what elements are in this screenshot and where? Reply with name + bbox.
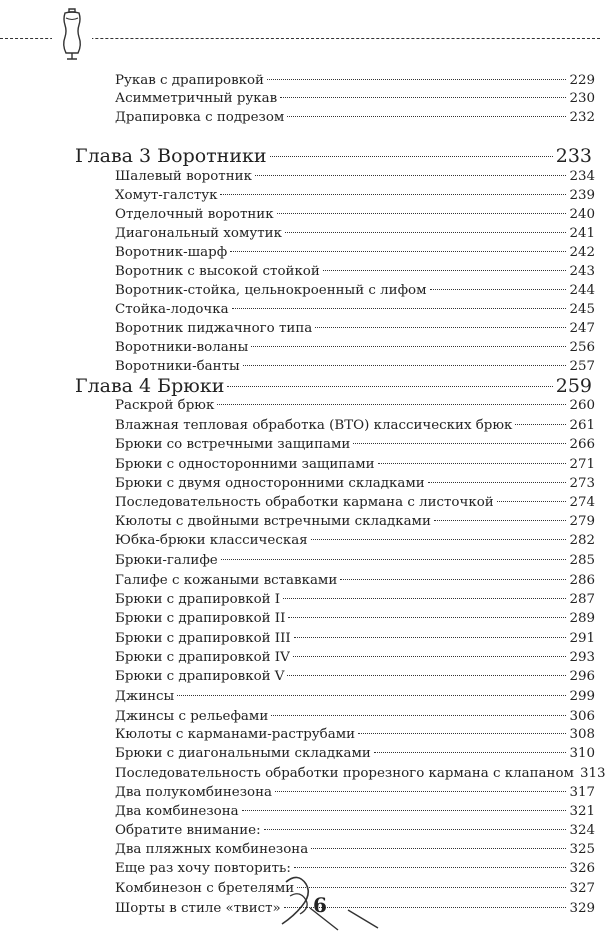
toc-entry xyxy=(115,784,595,802)
toc-entry xyxy=(115,668,595,686)
entry-page-number: 327 xyxy=(569,881,595,896)
entry-title: Юбка-брюки классическая xyxy=(115,533,308,548)
entry-page-number: 247 xyxy=(569,321,595,336)
entry-page-number: 289 xyxy=(569,611,595,626)
entry-page-number: 313 xyxy=(579,766,606,781)
entry-title: Брюки со встречными защипами xyxy=(115,437,351,452)
dot-leader xyxy=(293,656,567,657)
entry-page-number: 245 xyxy=(569,302,595,317)
toc-entry xyxy=(115,649,595,667)
entry-page-number: 317 xyxy=(569,785,595,800)
toc-entry xyxy=(115,572,595,590)
entry-title: Влажная тепловая обработка (ВТО) классических брюк xyxy=(115,418,513,433)
dot-leader xyxy=(271,715,566,716)
entry-title: Воротник-стойка, цельнокроенный с лифом xyxy=(115,283,427,298)
dot-leader xyxy=(277,213,567,214)
entry-title: Отделочный воротник xyxy=(115,207,274,222)
entry-page-number: 285 xyxy=(569,553,595,568)
entry-page-number: 256 xyxy=(569,340,595,355)
toc-entry xyxy=(115,803,595,821)
entry-page-number: 326 xyxy=(569,861,595,876)
toc-entry xyxy=(115,339,595,357)
entry-page-number: 310 xyxy=(569,746,595,761)
dot-leader xyxy=(374,752,567,753)
entry-title: Брюки с драпировкой II xyxy=(115,611,286,626)
entry-title: Два комбинезона xyxy=(115,804,239,819)
dot-leader xyxy=(515,424,566,425)
dot-leader xyxy=(220,194,566,195)
entry-title: Воротник-шарф xyxy=(115,245,228,260)
dot-leader xyxy=(434,520,567,521)
entry-title: Галифе с кожаными вставками xyxy=(115,573,338,588)
entry-page-number: 325 xyxy=(569,842,595,857)
toc-entry xyxy=(115,841,595,859)
dot-leader xyxy=(287,116,566,117)
entry-page-number: 244 xyxy=(569,283,595,298)
toc-entry xyxy=(115,187,595,205)
dot-leader xyxy=(230,251,566,252)
chapter-page-number: 233 xyxy=(555,145,592,167)
toc-entry xyxy=(115,610,595,628)
entry-title: Брюки с драпировкой IV xyxy=(115,650,290,665)
entry-page-number: 279 xyxy=(569,514,595,529)
entry-title: Шорты в стиле «твист» xyxy=(115,901,281,916)
entry-title: Воротники-банты xyxy=(115,359,240,374)
entry-title: Воротник с высокой стойкой xyxy=(115,264,320,279)
dot-leader xyxy=(280,97,566,98)
toc-chapter xyxy=(75,373,592,399)
dot-leader xyxy=(497,501,567,502)
entry-title: Воротники-воланы xyxy=(115,340,249,355)
dot-leader xyxy=(242,810,567,811)
toc-entry xyxy=(115,436,595,454)
toc-entry xyxy=(115,745,595,763)
dot-leader xyxy=(294,867,567,868)
dot-leader xyxy=(217,404,566,405)
entry-title: Брюки с диагональными складками xyxy=(115,746,371,761)
dot-leader xyxy=(340,579,566,580)
entry-title: Кюлоты с двойными встречными складками xyxy=(115,514,431,529)
entry-title: Брюки с драпировкой I xyxy=(115,592,281,607)
chapter-title: Глава 4 Брюки xyxy=(75,375,225,397)
entry-title: Раскрой брюк xyxy=(115,398,215,413)
dot-leader xyxy=(255,175,567,176)
dot-leader xyxy=(288,617,566,618)
entry-title: Хомут-галстук xyxy=(115,188,218,203)
toc-entry xyxy=(115,225,595,243)
toc-entry xyxy=(115,494,595,512)
entry-page-number: 257 xyxy=(569,359,595,374)
toc-entry xyxy=(115,109,595,127)
dot-leader xyxy=(177,695,566,696)
toc-entry xyxy=(115,591,595,609)
dot-leader xyxy=(315,327,566,328)
entry-title: Последовательность обработки кармана с листочкой xyxy=(115,495,494,510)
page-number: 6 xyxy=(313,893,327,917)
dot-leader xyxy=(283,598,566,599)
entry-page-number: 287 xyxy=(569,592,595,607)
entry-title: Еще раз хочу повторить: xyxy=(115,861,291,876)
toc-entry xyxy=(115,397,595,415)
toc-entry xyxy=(115,72,595,90)
entry-title: Джинсы xyxy=(115,689,175,704)
entry-title: Брюки-галифе xyxy=(115,553,218,568)
entry-page-number: 266 xyxy=(569,437,595,452)
dot-leader xyxy=(243,365,567,366)
entry-title: Драпировка с подрезом xyxy=(115,110,285,125)
toc-entry xyxy=(115,726,595,744)
entry-title: Два полукомбинезона xyxy=(115,785,272,800)
entry-page-number: 271 xyxy=(569,457,595,472)
entry-title: Брюки с односторонними защипами xyxy=(115,457,375,472)
toc-entry xyxy=(115,168,595,186)
toc-entry xyxy=(115,475,595,493)
toc-entry xyxy=(115,206,595,224)
entry-page-number: 243 xyxy=(569,264,595,279)
dot-leader xyxy=(430,289,567,290)
chapter-title: Глава 3 Воротники xyxy=(75,145,267,167)
toc-chapter xyxy=(75,143,592,169)
dot-leader xyxy=(251,346,566,347)
entry-title: Диагональный хомутик xyxy=(115,226,282,241)
entry-title: Брюки с двумя односторонними складками xyxy=(115,476,425,491)
entry-page-number: 261 xyxy=(569,418,595,433)
entry-page-number: 329 xyxy=(569,901,595,916)
entry-title: Рукав с драпировкой xyxy=(115,73,264,88)
entry-page-number: 296 xyxy=(569,669,595,684)
toc-entry xyxy=(115,552,595,570)
entry-title: Кюлоты с карманами-раструбами xyxy=(115,727,356,742)
entry-page-number: 242 xyxy=(569,245,595,260)
entry-title: Воротник пиджачного типа xyxy=(115,321,313,336)
entry-page-number: 240 xyxy=(569,207,595,222)
toc-entry xyxy=(115,822,595,840)
toc-entry xyxy=(115,708,595,726)
toc-entry xyxy=(115,513,595,531)
toc-entry xyxy=(115,320,595,338)
dot-leader xyxy=(275,791,566,792)
dot-leader xyxy=(232,308,567,309)
dot-leader xyxy=(267,79,566,80)
dot-leader xyxy=(221,559,567,560)
toc-entry xyxy=(115,263,595,281)
entry-page-number: 274 xyxy=(569,495,595,510)
toc-entry xyxy=(115,688,595,706)
entry-page-number: 299 xyxy=(569,689,595,704)
entry-page-number: 293 xyxy=(569,650,595,665)
toc-entry xyxy=(115,456,595,474)
toc-entry xyxy=(115,244,595,262)
dot-leader xyxy=(311,848,566,849)
entry-title: Последовательность обработки прорезного кармана с клапаном xyxy=(115,766,574,781)
entry-page-number: 282 xyxy=(569,533,595,548)
entry-title: Комбинезон с бретелями xyxy=(115,881,295,896)
entry-page-number: 324 xyxy=(569,823,595,838)
entry-page-number: 306 xyxy=(569,709,595,724)
toc-entry xyxy=(115,630,595,648)
dot-leader xyxy=(270,156,553,157)
toc-entry xyxy=(115,90,595,108)
toc-entry xyxy=(115,301,595,319)
entry-title: Брюки с драпировкой V xyxy=(115,669,285,684)
entry-page-number: 232 xyxy=(569,110,595,125)
dot-leader xyxy=(227,386,552,387)
entry-title: Обратите внимание: xyxy=(115,823,261,838)
entry-page-number: 286 xyxy=(569,573,595,588)
dot-leader xyxy=(358,733,566,734)
dot-leader xyxy=(287,675,566,676)
entry-title: Джинсы с рельефами xyxy=(115,709,269,724)
entry-title: Стойка-лодочка xyxy=(115,302,229,317)
entry-title: Асимметричный рукав xyxy=(115,91,278,106)
entry-page-number: 234 xyxy=(569,169,595,184)
entry-page-number: 230 xyxy=(569,91,595,106)
toc-entry xyxy=(115,417,595,435)
dot-leader xyxy=(264,829,567,830)
entry-page-number: 291 xyxy=(569,631,595,646)
toc-entry xyxy=(115,282,595,300)
entry-page-number: 321 xyxy=(569,804,595,819)
entry-title: Шалевый воротник xyxy=(115,169,252,184)
dot-leader xyxy=(353,443,566,444)
dot-leader xyxy=(428,482,567,483)
entry-title: Два пляжных комбинезона xyxy=(115,842,309,857)
dot-leader xyxy=(323,270,567,271)
entry-page-number: 239 xyxy=(569,188,595,203)
entry-page-number: 260 xyxy=(569,398,595,413)
dot-leader xyxy=(285,232,566,233)
entry-title: Брюки с драпировкой III xyxy=(115,631,291,646)
chapter-page-number: 259 xyxy=(555,375,592,397)
dot-leader xyxy=(294,637,567,638)
dot-leader xyxy=(311,539,567,540)
toc-entry xyxy=(115,532,595,550)
entry-page-number: 273 xyxy=(569,476,595,491)
entry-page-number: 229 xyxy=(569,73,595,88)
toc-entry xyxy=(115,765,606,783)
dot-leader xyxy=(378,463,567,464)
entry-page-number: 241 xyxy=(569,226,595,241)
entry-page-number: 308 xyxy=(569,727,595,742)
dress-form-icon xyxy=(52,6,92,62)
